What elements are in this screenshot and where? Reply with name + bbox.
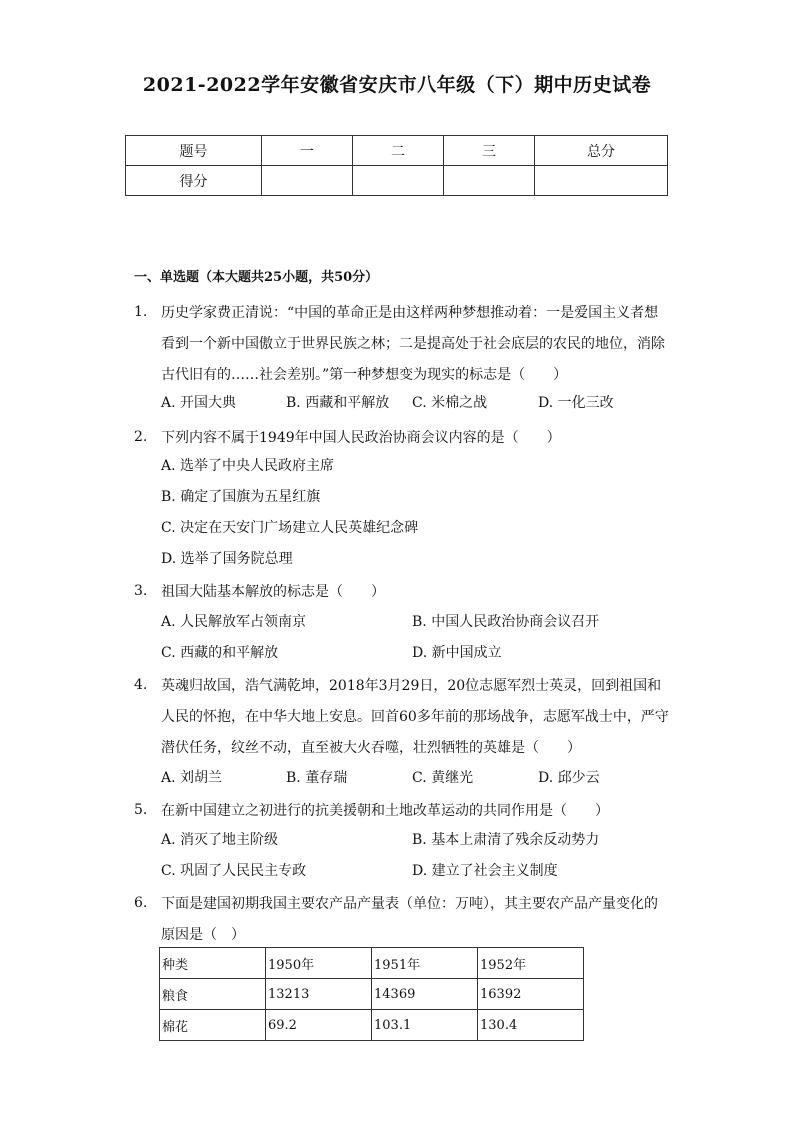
option-b[interactable]: B. 基本上肃清了残余反动势力 [412,832,600,848]
table-cell: 棉花 [160,1010,266,1041]
question-number: 2. [134,429,148,445]
question-text: 英魂归故国，浩气满乾坤，2018年3月29日，20位志愿军烈士英灵，回到祖国和人民的怀抱，在中华大地上安息。回首60多年前的那场战争，志愿军战士中，严守潜伏任务，纹丝不动，直至被大火吞噬，壮烈牺牲的英雄是（ ） [161,678,669,756]
score-header-cell: 题号 [126,136,262,166]
option-a[interactable]: A. 消灭了地主阶级 [161,832,279,848]
option-a[interactable]: A. 刘胡兰 [161,770,223,786]
option-d[interactable]: D. 邱少云 [538,770,600,786]
option-d[interactable]: D. 选举了国务院总理 [161,551,293,567]
option-c[interactable]: C. 决定在天安门广场建立人民英雄纪念碑 [161,520,419,536]
score-header-cell: 二 [353,136,444,166]
question-text: 祖国大陆基本解放的标志是（ ） [161,584,385,600]
score-header-cell: 三 [444,136,535,166]
question-text: 下面是建国初期我国主要农产品产量表（单位：万吨），其主要农产品产量变化的原因是（ ） [161,896,658,943]
score-cell[interactable] [444,166,535,196]
table-header-cell: 1951年 [372,948,478,979]
option-d[interactable]: D. 新中国成立 [412,645,502,661]
table-cell: 103.1 [372,1010,478,1041]
option-b[interactable]: B. 西藏和平解放 [286,395,390,411]
option-c[interactable]: C. 米棉之战 [412,395,488,411]
option-a[interactable]: A. 选举了中央人民政府主席 [161,458,335,474]
score-row-label: 得分 [126,166,262,196]
option-d[interactable]: D. 建立了社会主义制度 [412,863,558,879]
option-c[interactable]: C. 巩固了人民民主专政 [161,863,307,879]
table-cell: 13213 [266,979,372,1010]
option-a[interactable]: A. 开国大典 [161,395,237,411]
table-cell: 粮食 [160,979,266,1010]
question-number: 3. [134,583,148,599]
option-b[interactable]: B. 中国人民政治协商会议召开 [412,614,600,630]
score-table-header-row [126,136,668,166]
table-cell: 14369 [372,979,478,1010]
option-b[interactable]: B. 董存瑞 [286,770,348,786]
question-number: 5. [134,802,148,818]
question-number: 6. [134,895,148,911]
question-number: 1. [134,304,148,320]
question-number: 4. [134,677,148,693]
option-d[interactable]: D. 一化三改 [538,395,614,411]
score-header-cell: 一 [262,136,353,166]
section-heading: 一、单选题（本大题共25小题，共50分） [134,270,379,285]
score-table-score-row [126,166,668,196]
option-c[interactable]: C. 西藏的和平解放 [161,645,279,661]
score-cell[interactable] [353,166,444,196]
table-header-cell: 1950年 [266,948,372,979]
question-text: 下列内容不属于1949年中国人民政治协商会议内容的是（ ） [161,430,561,446]
table-cell: 16392 [478,979,584,1010]
option-a[interactable]: A. 人民解放军占领南京 [161,614,307,630]
score-header-cell: 总分 [535,136,668,166]
table-row [160,1010,584,1041]
table-header-cell: 1952年 [478,948,584,979]
table-row [160,948,584,979]
score-table [125,135,668,196]
option-c[interactable]: C. 黄继光 [412,770,474,786]
table-row [160,979,584,1010]
score-cell[interactable] [535,166,668,196]
score-cell[interactable] [262,166,353,196]
crop-output-table [159,947,584,1041]
table-cell: 130.4 [478,1010,584,1041]
question-text: 在新中国建立之初进行的抗美援朝和土地改革运动的共同作用是（ ） [161,803,609,819]
table-header-cell: 种类 [160,948,266,979]
table-cell: 69.2 [266,1010,372,1041]
exam-title: 2021-2022学年安徽省安庆市八年级（下）期中历史试卷 [142,74,652,96]
question-text: 历史学家费正清说：“中国的革命正是由这样两种梦想推动着：一是爱国主义者想看到一个新中国傲立于世界民族之林；二是提高处于社会底层的农民的地位，消除古代旧有的……社会差别。”第一种梦想变为现实的标志是（ ） [161,305,665,383]
option-b[interactable]: B. 确定了国旗为五星红旗 [161,489,321,505]
